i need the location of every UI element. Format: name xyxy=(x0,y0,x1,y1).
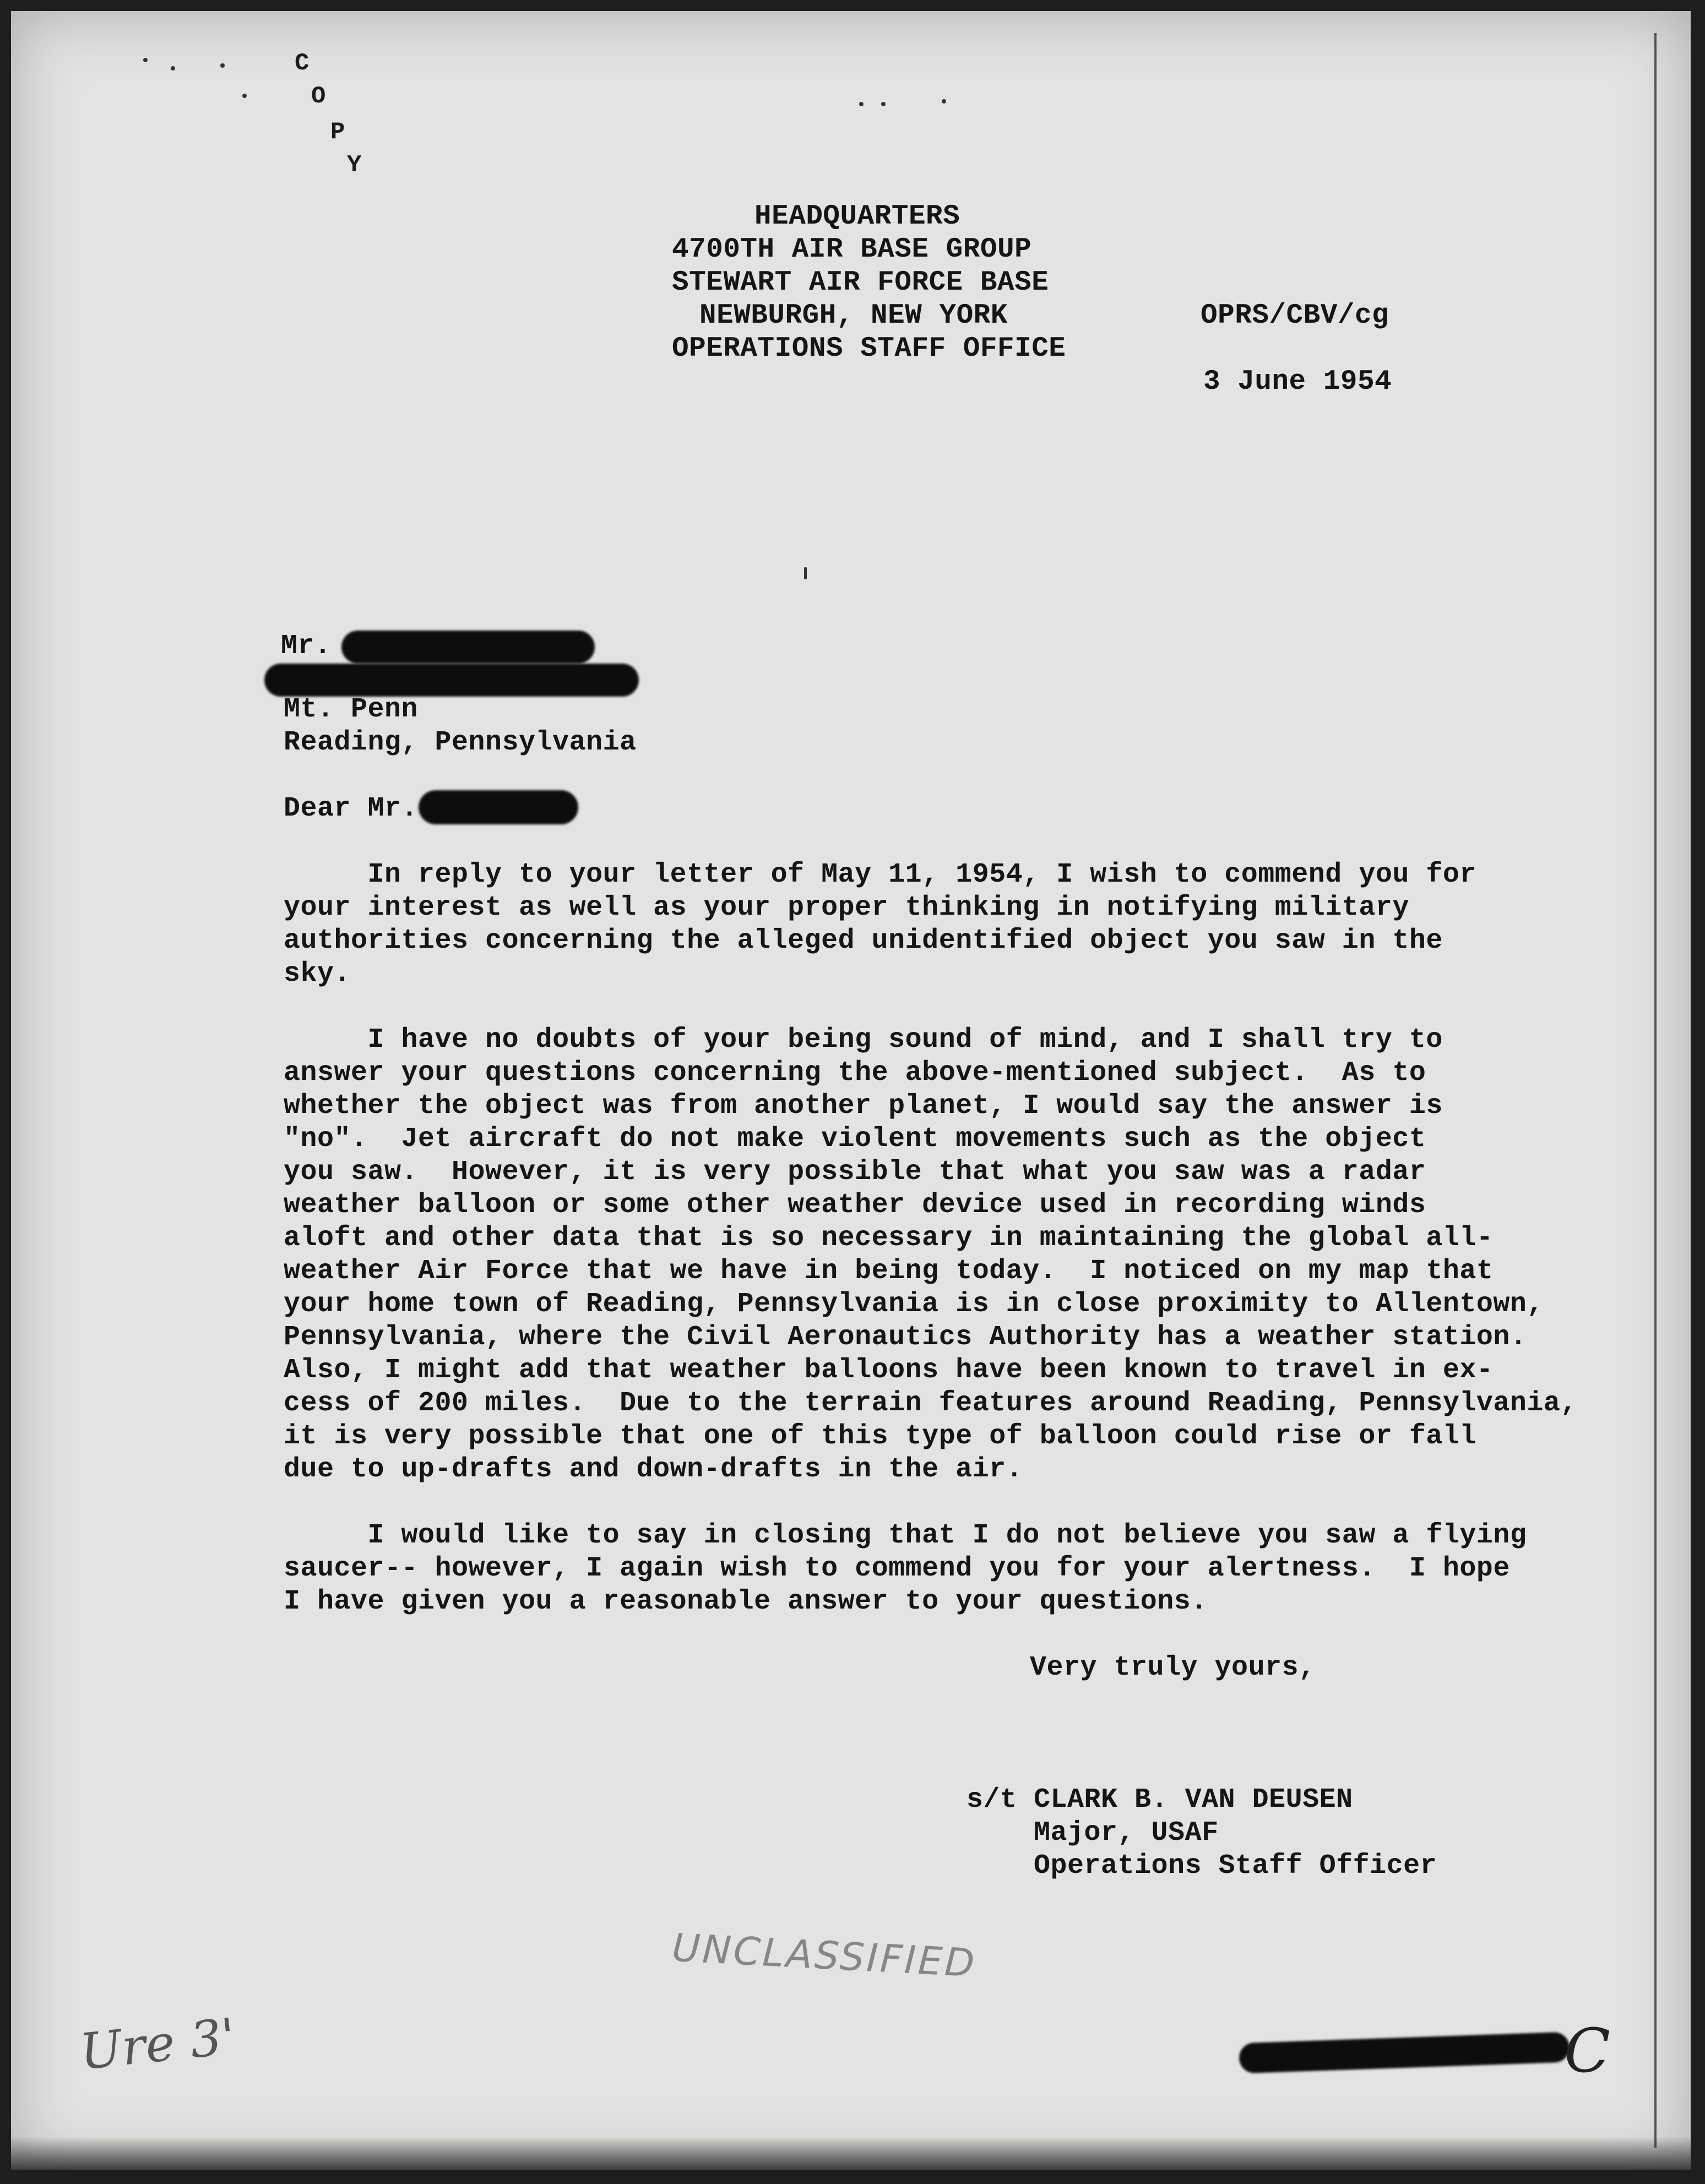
body-line: Also, I might add that weather balloons have been known to travel in ex- xyxy=(284,1355,1494,1386)
body-line: "no". Jet aircraft do not make violent movements such as the object xyxy=(284,1123,1426,1155)
scan-speck xyxy=(143,58,148,62)
copy-mark-letter: C xyxy=(295,50,309,77)
scan-speck xyxy=(859,102,864,106)
body-line: weather Air Force that we have in being today. I noticed on my map that xyxy=(284,1256,1494,1287)
handwritten-mark: C xyxy=(1564,2015,1611,2086)
scan-speck xyxy=(881,102,886,106)
letterhead-line: 4700TH AIR BASE GROUP xyxy=(672,234,1032,265)
salutation: Dear Mr. xyxy=(284,793,419,824)
body-line: your interest as well as your proper thinking in notifying military xyxy=(284,892,1409,923)
letterhead-line: NEWBURGH, NEW YORK xyxy=(699,300,1008,332)
body-line: your home town of Reading, Pennsylvania is in close proximity to Allentown, xyxy=(284,1289,1544,1320)
document-page xyxy=(11,11,1691,2170)
signature-line: Major, USAF xyxy=(966,1817,1219,1849)
letterhead-line: STEWART AIR FORCE BASE xyxy=(672,267,1049,298)
signature-line: Operations Staff Officer xyxy=(966,1850,1437,1882)
reference-code: OPRS/CBV/cg xyxy=(1201,300,1389,332)
scan-speck xyxy=(242,94,247,98)
handwritten-note: Ure 3' xyxy=(77,2007,238,2082)
redaction-bar xyxy=(419,790,578,824)
body-line: sky. xyxy=(284,958,351,990)
body-line: it is very possible that one of this type of balloon could rise or fall xyxy=(284,1421,1476,1452)
body-line: In reply to your letter of May 11, 1954, I wish to commend you for xyxy=(284,859,1476,890)
body-line: cess of 200 miles. Due to the terrain features around Reading, Pennsylvania, xyxy=(284,1388,1577,1419)
redaction-bar xyxy=(264,664,639,697)
address-line: Mt. Penn xyxy=(284,694,419,725)
scan-speck xyxy=(942,99,946,104)
addressee-prefix: Mr. xyxy=(281,631,332,662)
body-line: I have no doubts of your being sound of mind, and I shall try to xyxy=(284,1024,1443,1056)
redaction-bar xyxy=(1239,2032,1570,2074)
body-line: weather balloon or some other weather device used in recording winds xyxy=(284,1189,1426,1221)
scan-speck xyxy=(804,567,807,579)
body-line: I have given you a reasonable answer to your questions. xyxy=(284,1586,1208,1617)
body-line: Pennsylvania, where the Civil Aeronautics Authority has a weather station. xyxy=(284,1322,1527,1353)
signature-line: s/t CLARK B. VAN DEUSEN xyxy=(966,1784,1353,1816)
body-line: you saw. However, it is very possible that what you saw was a radar xyxy=(284,1156,1426,1188)
letter-date: 3 June 1954 xyxy=(1203,366,1392,398)
letterhead-line: OPERATIONS STAFF OFFICE xyxy=(672,333,1066,365)
copy-mark-letter: P xyxy=(330,118,345,146)
body-line: I would like to say in closing that I do not believe you saw a flying xyxy=(284,1520,1527,1551)
copy-mark-letter: O xyxy=(311,83,326,110)
closing: Very truly yours, xyxy=(1030,1652,1316,1683)
body-line: answer your questions concerning the above-mentioned subject. As to xyxy=(284,1057,1426,1089)
body-line: due to up-drafts and down-drafts in the air. xyxy=(284,1454,1023,1485)
body-line: whether the object was from another planet, I would say the answer is xyxy=(284,1090,1443,1122)
body-line: aloft and other data that is so necessary in maintaining the global all- xyxy=(284,1223,1494,1254)
redaction-bar xyxy=(341,631,595,664)
address-line: Reading, Pennsylvania xyxy=(284,727,637,758)
scan-speck xyxy=(220,63,225,68)
body-line: saucer-- however, I again wish to commend you for your alertness. I hope xyxy=(284,1553,1510,1584)
letterhead-line: HEADQUARTERS xyxy=(754,201,960,232)
body-line: authorities concerning the alleged unidentified object you saw in the xyxy=(284,925,1443,957)
copy-mark-letter: Y xyxy=(347,151,362,179)
page-edge-line xyxy=(1654,33,1657,2148)
unclassified-stamp: UNCLASSIFIED xyxy=(671,1925,978,1986)
scan-speck xyxy=(171,66,175,70)
